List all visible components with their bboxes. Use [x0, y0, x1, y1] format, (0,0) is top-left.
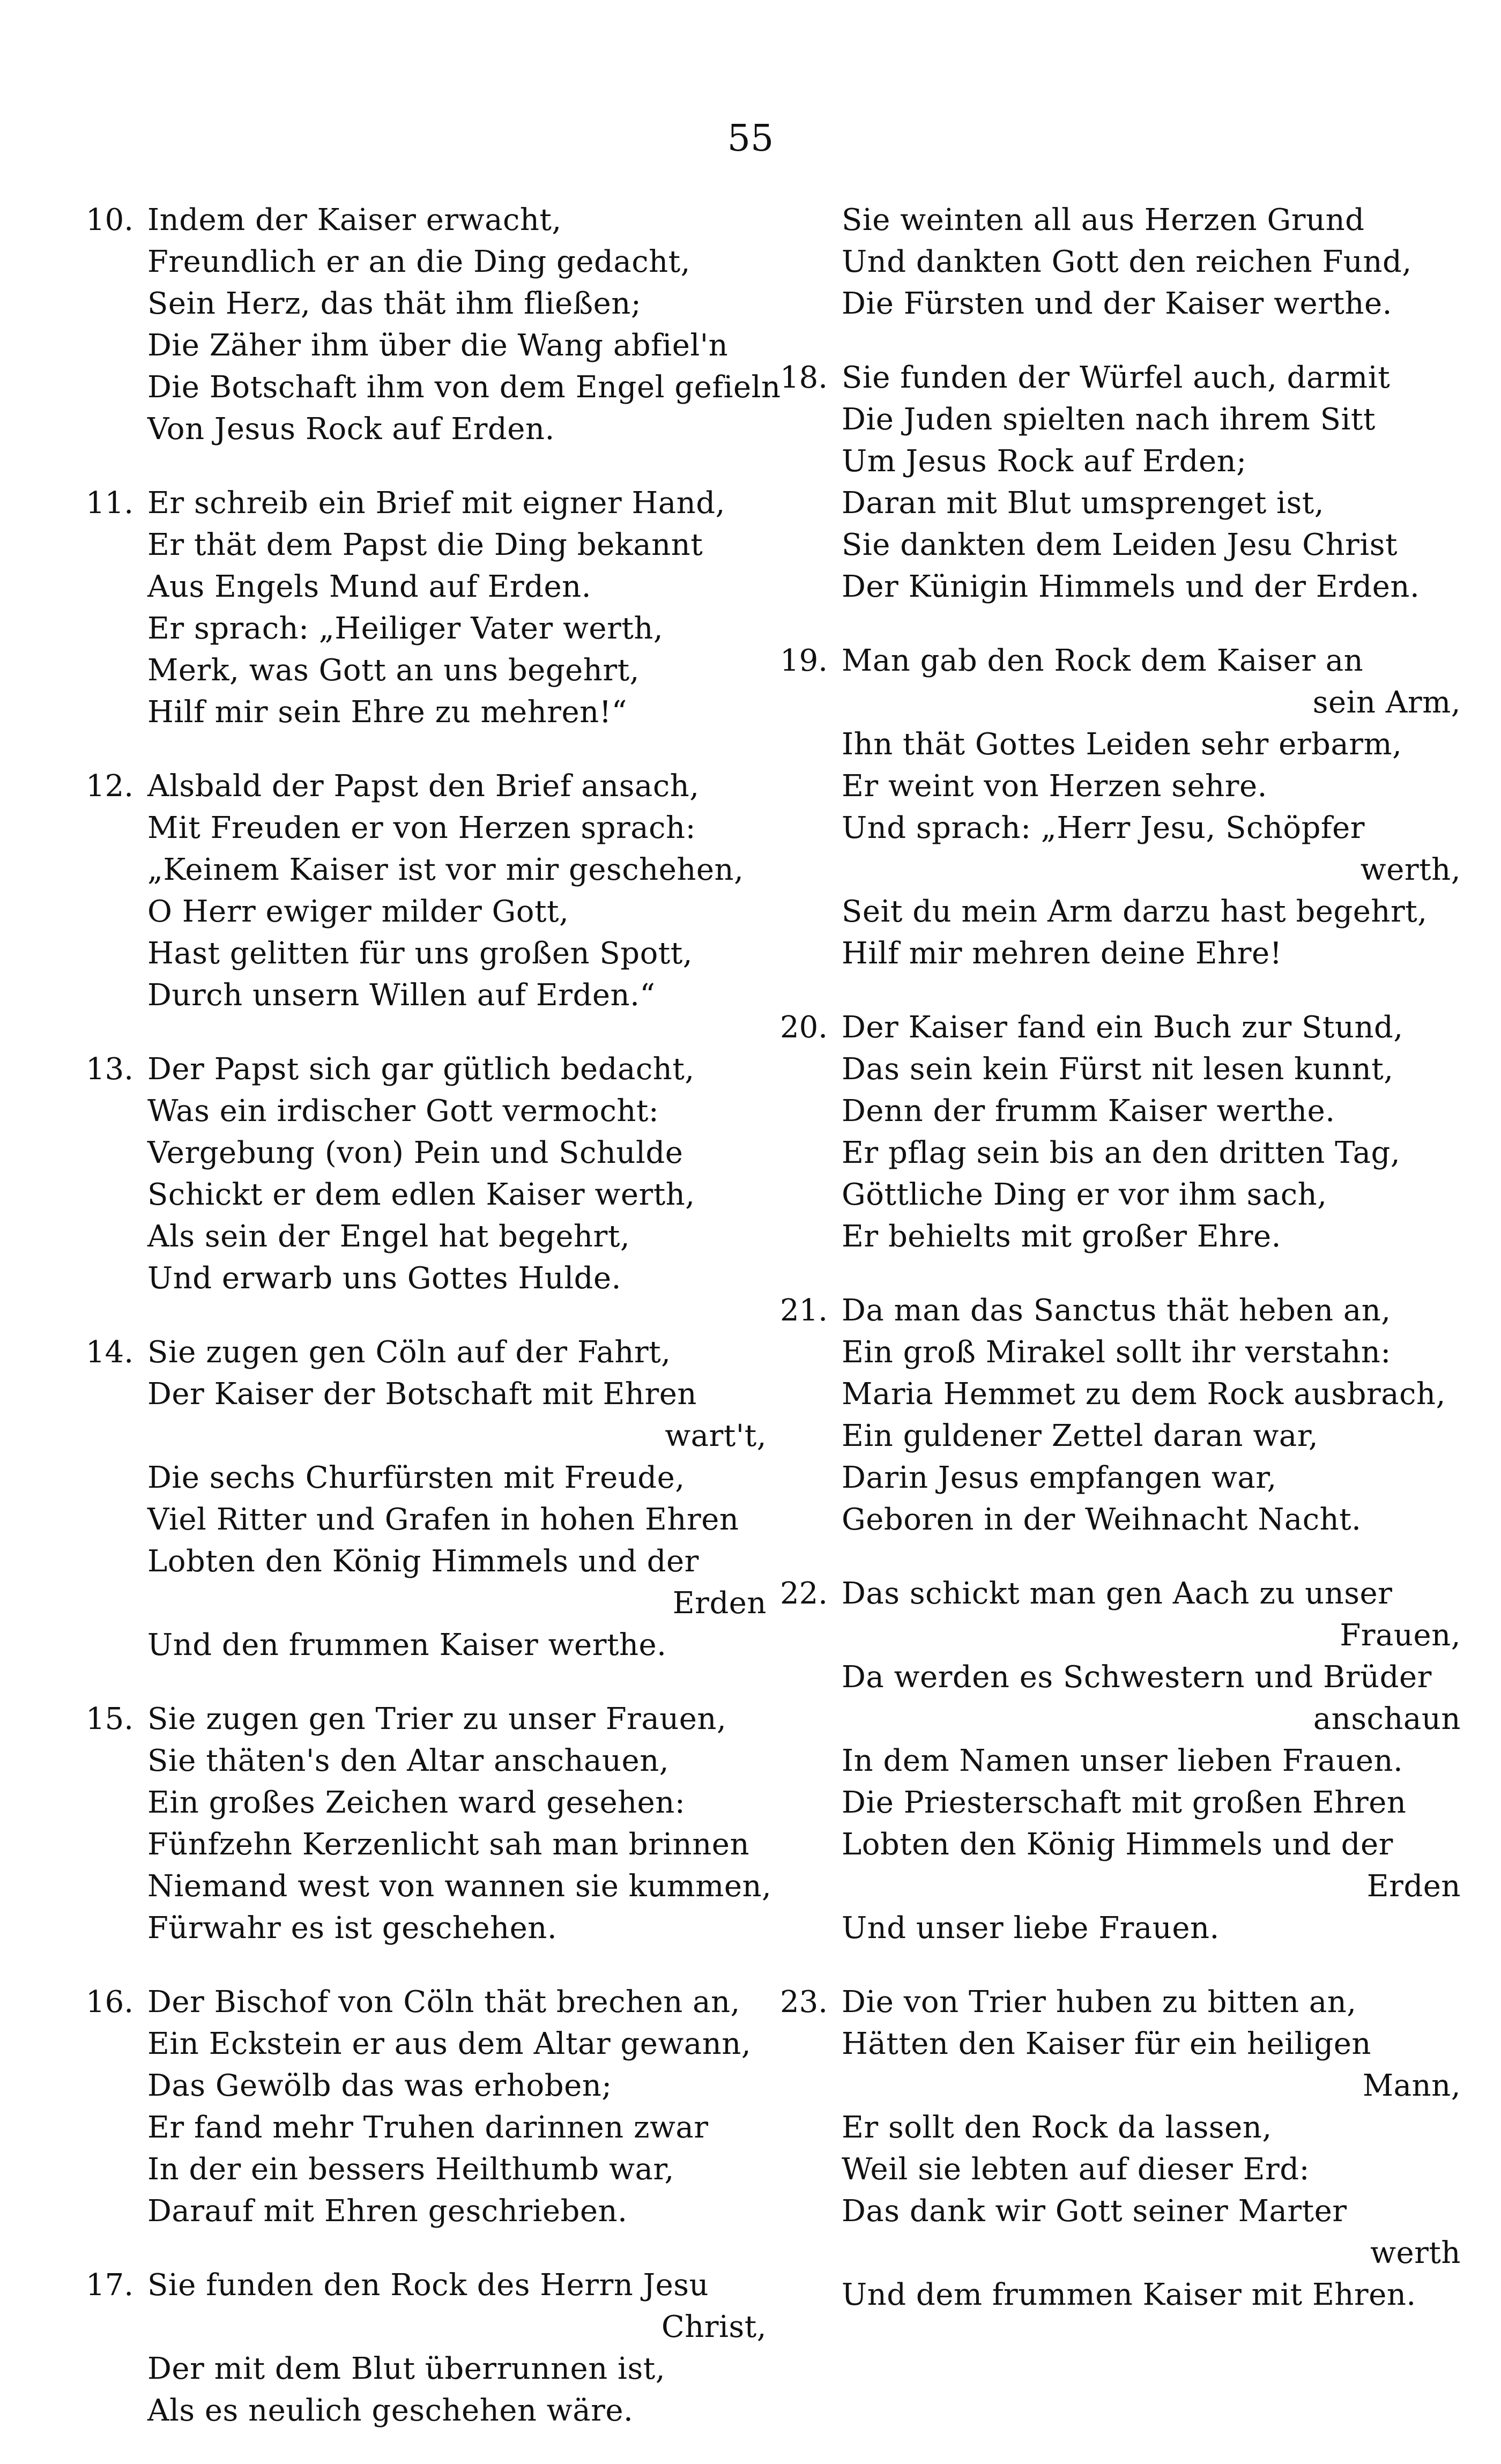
stanza-number: 19.: [780, 643, 828, 678]
left-column: [86, 199, 781, 2464]
stanza: [86, 1049, 767, 1300]
verse-line: Merk, was Gott an uns begehrt,: [147, 653, 640, 688]
verse-line: Alsbald der Papst den Brief ansach,: [147, 769, 700, 804]
verse-line: Ein Eckstein er aus dem Altar gewann,: [147, 2027, 752, 2061]
verse-line: In der ein bessers Heilthumb war,: [147, 2152, 674, 2187]
stanza-number: 10.: [86, 203, 134, 238]
verse-line: Aus Engels Mund auf Erden.: [147, 569, 592, 604]
verse-line: Durch unsern Willen auf Erden.“: [147, 978, 656, 1013]
verse-line: Göttliche Ding er vor ihm sach,: [842, 1177, 1327, 1212]
verse-line: Von Jesus Rock auf Erden.: [147, 412, 555, 447]
verse-line: Indem der Kaiser erwacht,: [147, 203, 562, 238]
stanza: [780, 640, 1461, 975]
verse-line: Der Künigin Himmels und der Erden.: [842, 569, 1420, 604]
verse-line: Und erwarb uns Gottes Hulde.: [147, 1261, 621, 1296]
verse-line: Sie funden den Rock des Herrn Jesu: [147, 2268, 709, 2303]
verse-line: Sie zugen gen Trier zu unser Frauen,: [147, 1702, 727, 1736]
verse-line: Da werden es Schwestern und Brüder: [842, 1660, 1432, 1695]
verse-line: werth,: [1360, 852, 1461, 887]
stanza-number: 11.: [86, 486, 134, 521]
verse-line: Das dank wir Gott seiner Marter: [842, 2194, 1347, 2229]
verse-line: Als es neulich geschehen wäre.: [147, 2393, 634, 2428]
verse-line: Schickt er dem edlen Kaiser werth,: [147, 1177, 695, 1212]
verse-line: Hilf mir sein Ehre zu mehren!“: [147, 695, 627, 730]
verse-line: Und unser liebe Frauen.: [842, 1911, 1220, 1946]
verse-line: Sie dankten dem Leiden Jesu Christ: [842, 528, 1398, 562]
verse-line: Die Juden spielten nach ihrem Sitt: [842, 402, 1376, 437]
verse-line: Er pflag sein bis an den dritten Tag,: [842, 1135, 1401, 1170]
verse-line: Die von Trier huben zu bitten an,: [842, 1985, 1357, 2020]
stanza: [86, 1981, 767, 2232]
verse-line: Die Fürsten und der Kaiser werthe.: [842, 286, 1392, 321]
verse-line: werth: [1370, 2236, 1461, 2270]
verse-line: Der mit dem Blut überrunnen ist,: [147, 2351, 666, 2386]
verse-line: Und dankten Gott den reichen Fund,: [842, 244, 1412, 279]
verse-line: Er thät dem Papst die Ding bekannt: [147, 528, 703, 562]
stanza: [780, 199, 1461, 325]
verse-line: Ein guldener Zettel daran war,: [842, 1419, 1319, 1453]
verse-line: Denn der frumm Kaiser werthe.: [842, 1094, 1335, 1129]
stanza-number: 13.: [86, 1052, 134, 1087]
verse-line: Sein Herz, das thät ihm fließen;: [147, 286, 642, 321]
verse-line: Frauen,: [1340, 1618, 1461, 1653]
stanza: [780, 1981, 1461, 2316]
verse-line: Das schickt man gen Aach zu unser: [842, 1576, 1393, 1611]
verse-line: Daran mit Blut umsprenget ist,: [842, 486, 1325, 521]
verse-line: O Herr ewiger milder Gott,: [147, 894, 569, 929]
stanza-number: 14.: [86, 1335, 134, 1370]
verse-line: Hätten den Kaiser für ein heiligen: [842, 2027, 1371, 2061]
verse-line: Die Botschaft ihm von dem Engel gefieln: [147, 370, 781, 405]
verse-line: Der Papst sich gar gütlich bedacht,: [147, 1052, 695, 1087]
stanza-number: 23.: [780, 1985, 828, 2020]
verse-line: Fünfzehn Kerzenlicht sah man brinnen: [147, 1827, 750, 1862]
verse-line: Er fand mehr Truhen darinnen zwar: [147, 2110, 709, 2145]
verse-line: Geboren in der Weihnacht Nacht.: [842, 1502, 1362, 1537]
verse-line: Sie weinten all aus Herzen Grund: [842, 203, 1365, 238]
verse-line: Als sein der Engel hat begehrt,: [147, 1219, 630, 1254]
stanza: [86, 1332, 767, 1666]
stanza-number: 12.: [86, 769, 134, 804]
verse-line: Die Zäher ihm über die Wang abfiel'n: [147, 328, 729, 363]
verse-line: Da man das Sanctus thät heben an,: [842, 1293, 1391, 1328]
verse-line: In dem Namen unser lieben Frauen.: [842, 1743, 1403, 1778]
verse-line: Maria Hemmet zu dem Rock ausbrach,: [842, 1377, 1446, 1412]
verse-line: Was ein irdischer Gott vermocht:: [147, 1094, 659, 1129]
stanza: [86, 766, 767, 1016]
verse-line: Sie zugen gen Cöln auf der Fahrt,: [147, 1335, 671, 1370]
verse-line: Um Jesus Rock auf Erden;: [842, 444, 1247, 479]
verse-line: Vergebung (von) Pein und Schulde: [147, 1135, 683, 1170]
verse-line: Das Gewölb das was erhoben;: [147, 2068, 612, 2103]
verse-line: Weil sie lebten auf dieser Erd:: [842, 2152, 1310, 2187]
stanza: [780, 1573, 1461, 1949]
verse-line: Er sprach: „Heiliger Vater werth,: [147, 611, 664, 646]
verse-line: Mit Freuden er von Herzen sprach:: [147, 811, 696, 845]
verse-line: Ein großes Zeichen ward gesehen:: [147, 1785, 686, 1820]
verse-line: Er behielts mit großer Ehre.: [842, 1219, 1281, 1254]
verse-line: Ihn thät Gottes Leiden sehr erbarm,: [842, 727, 1402, 762]
stanza: [86, 1698, 772, 1949]
verse-line: Freundlich er an die Ding gedacht,: [147, 244, 690, 279]
stanza-number: 21.: [780, 1293, 828, 1328]
verse-line: Er schreib ein Brief mit eigner Hand,: [147, 486, 725, 521]
verse-line: Hilf mir mehren deine Ehre!: [842, 936, 1282, 971]
verse-line: Sie thäten's den Altar anschauen,: [147, 1743, 670, 1778]
verse-line: Erden: [1366, 1869, 1461, 1904]
stanza-number: 17.: [86, 2268, 134, 2303]
verse-line: Seit du mein Arm darzu hast begehrt,: [842, 894, 1428, 929]
stanza: [86, 2265, 767, 2432]
verse-line: „Keinem Kaiser ist vor mir geschehen,: [147, 852, 744, 887]
verse-line: Hast gelitten für uns großen Spott,: [147, 936, 693, 971]
verse-line: Ein groß Mirakel sollt ihr verstahn:: [842, 1335, 1391, 1370]
verse-line: Der Kaiser fand ein Buch zur Stund,: [842, 1010, 1403, 1045]
stanza-number: 15.: [86, 1702, 134, 1736]
right-column: [780, 199, 1461, 2348]
stanza: [780, 1007, 1461, 1258]
stanza-number: 22.: [780, 1576, 828, 1611]
verse-line: Viel Ritter und Grafen in hohen Ehren: [147, 1502, 739, 1537]
stanza: [780, 1290, 1461, 1541]
verse-line: wart't,: [665, 1419, 767, 1453]
verse-line: sein Arm,: [1312, 685, 1461, 720]
verse-line: Er weint von Herzen sehre.: [842, 769, 1267, 804]
verse-line: Die sechs Churfürsten mit Freude,: [147, 1460, 685, 1495]
stanza: [780, 357, 1461, 608]
page-number: 55: [727, 117, 774, 160]
verse-line: Darauf mit Ehren geschrieben.: [147, 2194, 628, 2229]
stanza: [86, 483, 767, 733]
verse-line: Fürwahr es ist geschehen.: [147, 1911, 558, 1946]
stanza: [86, 199, 781, 450]
verse-line: Und den frummen Kaiser werthe.: [147, 1628, 667, 1663]
verse-line: Niemand west von wannen sie kummen,: [147, 1869, 772, 1904]
verse-line: Das sein kein Fürst nit lesen kunnt,: [842, 1052, 1394, 1087]
verse-line: Man gab den Rock dem Kaiser an: [842, 643, 1364, 678]
stanza-number: 20.: [780, 1010, 828, 1045]
verse-line: Mann,: [1362, 2068, 1461, 2103]
verse-line: Der Kaiser der Botschaft mit Ehren: [147, 1377, 697, 1412]
verse-line: Christ,: [661, 2310, 767, 2344]
verse-line: Lobten den König Himmels und der: [842, 1827, 1393, 1862]
verse-line: Und sprach: „Herr Jesu, Schöpfer: [842, 811, 1365, 845]
stanza-number: 16.: [86, 1985, 134, 2020]
verse-line: anschaun: [1313, 1702, 1461, 1736]
verse-line: Lobten den König Himmels und der: [147, 1544, 699, 1579]
verse-line: Er sollt den Rock da lassen,: [842, 2110, 1272, 2145]
verse-line: Die Priesterschaft mit großen Ehren: [842, 1785, 1407, 1820]
verse-line: Darin Jesus empfangen war,: [842, 1460, 1277, 1495]
verse-line: Erden: [672, 1586, 767, 1621]
verse-line: Sie funden der Würfel auch, darmit: [842, 360, 1391, 395]
verse-line: Der Bischof von Cöln thät brechen an,: [147, 1985, 740, 2020]
verse-line: Und dem frummen Kaiser mit Ehren.: [842, 2277, 1416, 2312]
stanza-number: 18.: [780, 360, 828, 395]
